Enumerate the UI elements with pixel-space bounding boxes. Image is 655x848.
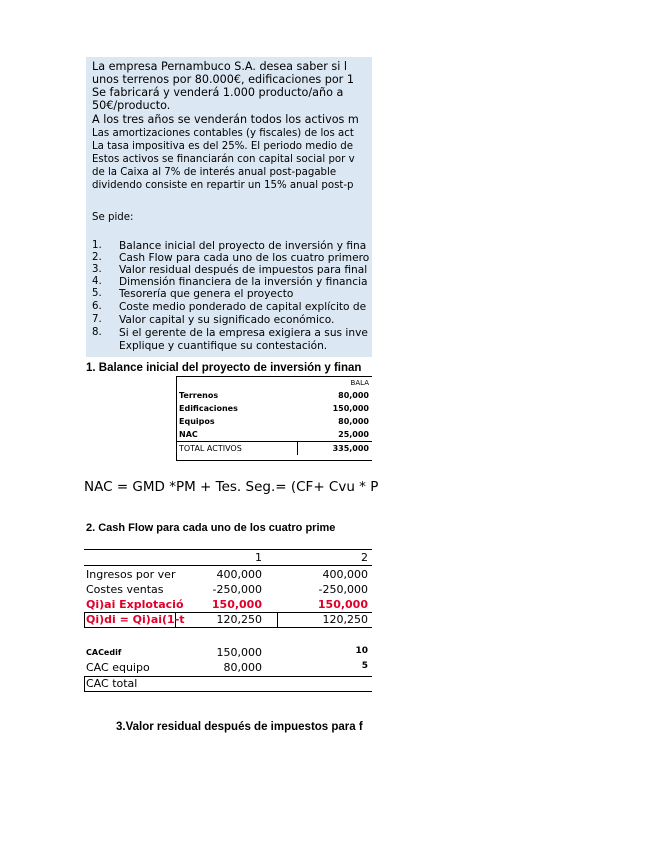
question-number: 4. bbox=[92, 276, 102, 287]
table-row bbox=[176, 402, 372, 415]
intro-line: La empresa Pernambuco S.A. desea saber si l bbox=[92, 60, 347, 73]
row-label: Qi)di = Qi)ai(1-t bbox=[86, 613, 185, 626]
row-value: 120,250 bbox=[216, 613, 262, 626]
row-label: Ingresos por ver bbox=[86, 568, 176, 581]
row-label: NAC bbox=[179, 430, 198, 439]
question-number: 7. bbox=[92, 314, 102, 325]
row-value: -250,000 bbox=[318, 583, 368, 596]
question-text: Dimensión financiera de la inversión y financia bbox=[119, 276, 368, 288]
question-number: 5. bbox=[92, 288, 102, 299]
question-number: 1. bbox=[92, 240, 102, 251]
row-value: 400,000 bbox=[216, 568, 262, 581]
balance-table bbox=[176, 376, 372, 455]
table-row bbox=[84, 676, 372, 691]
table-row bbox=[176, 415, 372, 428]
row-value: 10 bbox=[355, 646, 368, 656]
table-row-highlight bbox=[84, 597, 372, 612]
row-value: 150,000 bbox=[211, 598, 262, 611]
intro-line: dividendo consiste en repartir un 15% anual post-p bbox=[92, 180, 354, 191]
row-value: -250,000 bbox=[212, 583, 262, 596]
question-number: 2. bbox=[92, 252, 102, 263]
row-label: CAC equipo bbox=[86, 661, 150, 674]
row-value: 80,000 bbox=[338, 417, 369, 426]
row-value: 150,000 bbox=[216, 646, 262, 659]
table-row bbox=[84, 645, 372, 660]
nac-formula: NAC = GMD *PM + Tes. Seg.= (CF+ Cvu * P bbox=[84, 479, 379, 495]
row-label: Terrenos bbox=[179, 391, 219, 400]
row-value: 150,000 bbox=[317, 598, 368, 611]
question-text: Tesorería que genera el proyecto bbox=[119, 288, 294, 300]
se-pide-label: Se pide: bbox=[92, 212, 134, 223]
table-row bbox=[84, 582, 372, 597]
total-label: TOTAL ACTIVOS bbox=[176, 442, 297, 456]
table-row bbox=[176, 389, 372, 402]
question-text: Si el gerente de la empresa exigiera a sus inve bbox=[119, 327, 368, 339]
table-row bbox=[84, 612, 372, 627]
row-value: 120,250 bbox=[322, 613, 368, 626]
header-rule bbox=[84, 565, 372, 566]
intro-line: 50€/producto. bbox=[92, 99, 171, 112]
question-text: Explique y cuantifique su contestación. bbox=[119, 340, 328, 352]
table-row bbox=[84, 660, 372, 675]
question-text: Valor capital y su significado económico. bbox=[119, 314, 335, 326]
row-label: Costes ventas bbox=[86, 583, 164, 596]
cash-flow-header-row bbox=[84, 550, 372, 565]
intro-line: Las amortizaciones contables (y fiscales) de los act bbox=[92, 128, 354, 139]
section-3-title: 3.Valor residual después de impuestos para f bbox=[116, 721, 363, 733]
row-label: CAC total bbox=[86, 677, 138, 690]
row-value: 80,000 bbox=[338, 391, 369, 400]
intro-line: A los tres años se venderán todos los activos m bbox=[92, 113, 359, 126]
intro-line: Estos activos se financiarán con capital social por v bbox=[92, 154, 355, 165]
balance-header: BALA bbox=[350, 378, 369, 387]
total-value: 335,000 bbox=[297, 442, 372, 456]
row-label: Edificaciones bbox=[179, 404, 238, 413]
section-1-title: 1. Balance inicial del proyecto de inversión y finan bbox=[86, 362, 362, 374]
row-value: 25,000 bbox=[338, 430, 369, 439]
row-value: 5 bbox=[361, 661, 368, 671]
row-value: 80,000 bbox=[223, 661, 262, 674]
question-number: 6. bbox=[92, 301, 102, 312]
row-value: 400,000 bbox=[322, 568, 368, 581]
intro-line: Se fabricará y venderá 1.000 producto/año a bbox=[92, 86, 344, 99]
row-label: Equipos bbox=[179, 417, 215, 426]
intro-line: La tasa impositiva es del 25%. El periodo medio de bbox=[92, 141, 353, 152]
question-text: Valor residual después de impuestos para final bbox=[119, 264, 368, 276]
question-text: Balance inicial del proyecto de inversión y fina bbox=[119, 240, 367, 252]
question-number: 8. bbox=[92, 327, 102, 338]
problem-statement bbox=[86, 57, 372, 357]
row-label: Qi)ai Explotació bbox=[86, 598, 184, 611]
col-header: 2 bbox=[361, 551, 368, 564]
table-row bbox=[84, 567, 372, 582]
col-header: 1 bbox=[255, 551, 262, 564]
question-number: 3. bbox=[92, 264, 102, 275]
question-text: Cash Flow para cada uno de los cuatro primero bbox=[119, 252, 370, 264]
question-text: Coste medio ponderado de capital explícito de bbox=[119, 301, 367, 313]
section-2-title: 2. Cash Flow para cada uno de los cuatro prime bbox=[86, 522, 336, 534]
intro-line: de la Caixa al 7% de interés anual post-pagable bbox=[92, 167, 337, 178]
table-row bbox=[176, 376, 372, 389]
row-value: 150,000 bbox=[332, 404, 369, 413]
intro-line: unos terrenos por 80.000€, edificaciones por 1 bbox=[92, 73, 354, 86]
row-label: CACedif bbox=[86, 648, 122, 657]
table-row bbox=[176, 428, 372, 442]
total-row bbox=[176, 442, 372, 456]
